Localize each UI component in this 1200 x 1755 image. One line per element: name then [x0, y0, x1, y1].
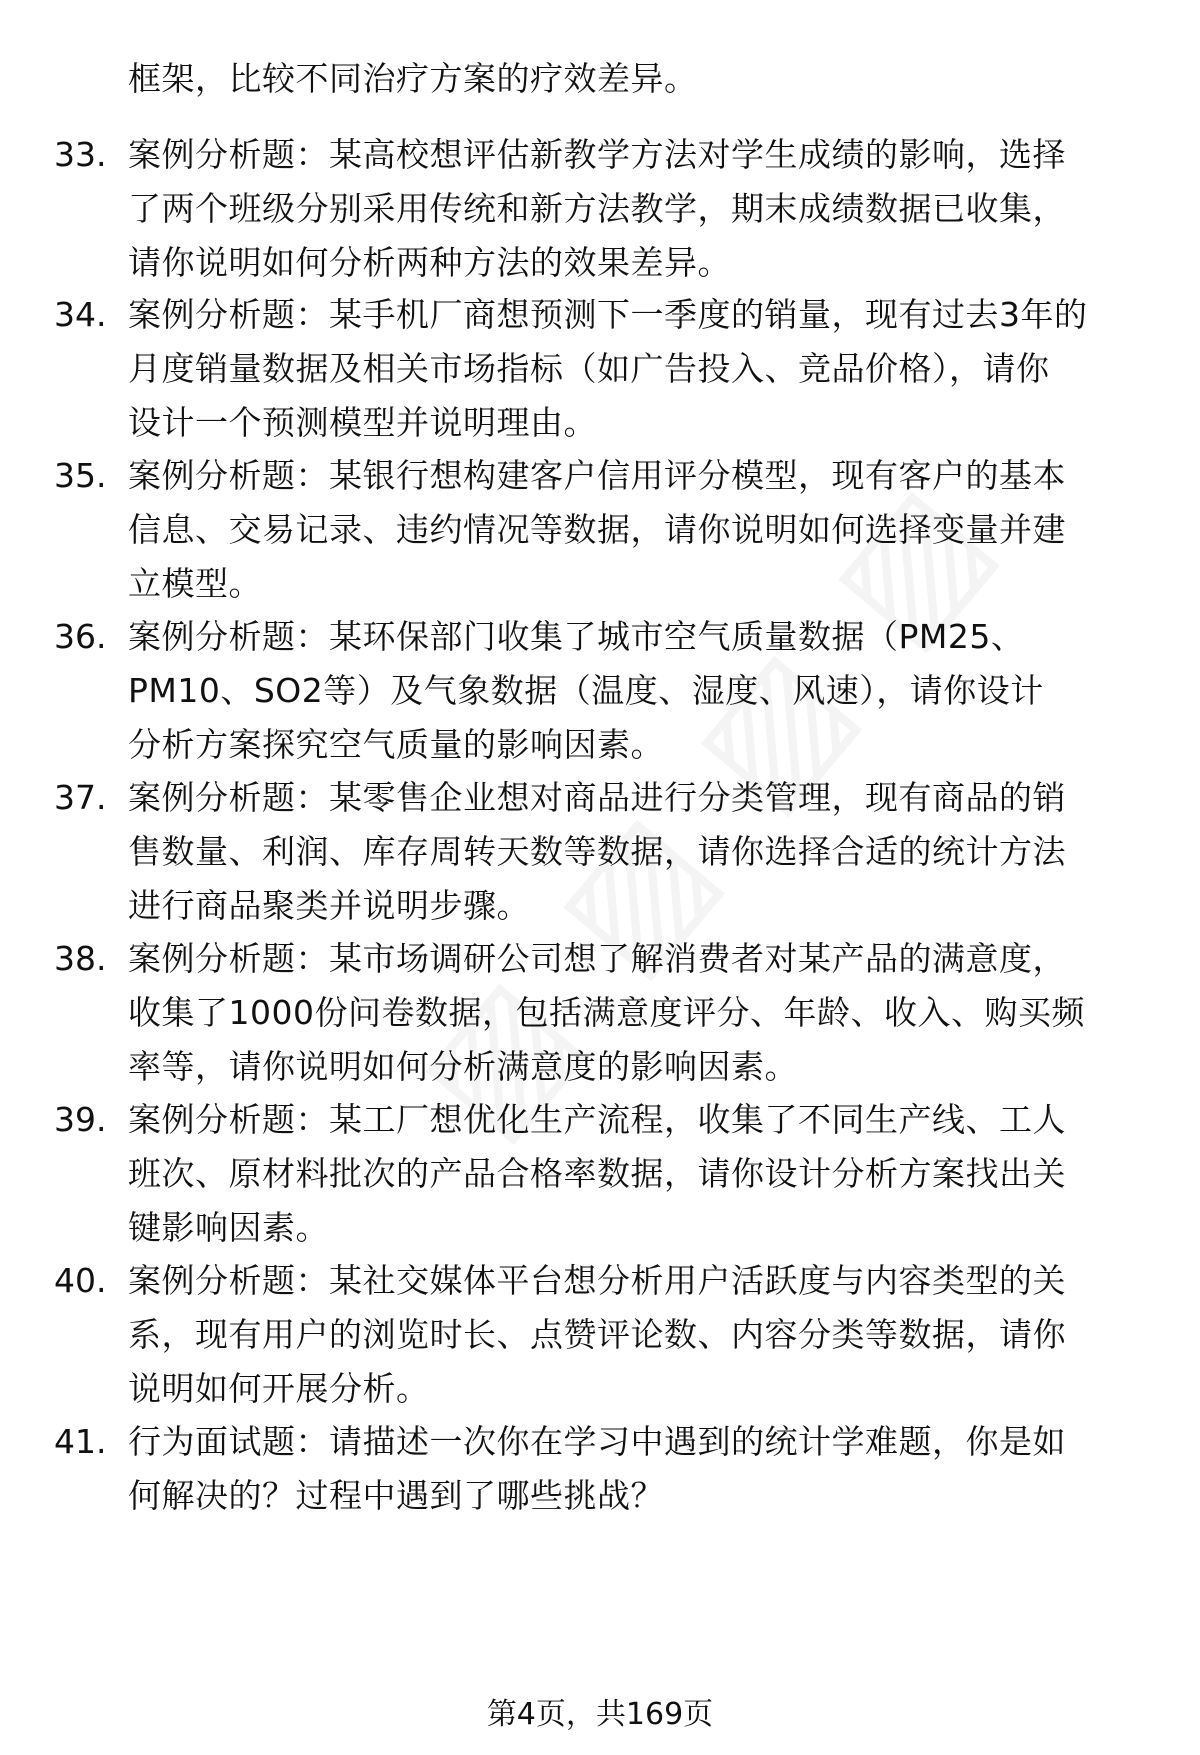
question-line: 行为面试题：请描述一次你在学习中遇到的统计学难题，你是如 — [128, 1422, 1066, 1461]
question-line: 案例分析题：某市场调研公司想了解消费者对某产品的满意度， — [128, 939, 1066, 978]
question-text — [128, 1093, 1066, 1255]
question-number: 41. — [54, 1422, 107, 1461]
question-text — [128, 932, 1085, 1094]
question-line: 案例分析题：某零售企业想对商品进行分类管理，现有商品的销 — [128, 778, 1066, 817]
question-line: 信息、交易记录、违约情况等数据，请你说明如何选择变量并建 — [128, 510, 1066, 549]
question-text — [128, 771, 1066, 933]
question-number: 39. — [54, 1100, 107, 1139]
question-number: 36. — [54, 617, 107, 656]
question-line: 收集了1000份问卷数据，包括满意度评分、年龄、收入、购买频 — [128, 993, 1085, 1032]
question-line: 分析方案探究空气质量的影响因素。 — [128, 725, 664, 764]
question-number: 33. — [54, 135, 107, 174]
question-line: 立模型。 — [128, 564, 262, 603]
question-line: 班次、原材料批次的产品合格率数据，请你设计分析方案找出关 — [128, 1154, 1066, 1193]
question-text — [128, 1415, 1066, 1523]
question-line: 请你说明如何分析两种方法的效果差异。 — [128, 243, 731, 282]
question-line: 案例分析题：某环保部门收集了城市空气质量数据（PM25、 — [128, 617, 1025, 656]
question-text — [128, 610, 1044, 772]
question-line: 月度销量数据及相关市场指标（如广告投入、竞品价格），请你 — [128, 349, 1050, 388]
question-number: 37. — [54, 778, 107, 817]
question-line: 案例分析题：某工厂想优化生产流程，收集了不同生产线、工人 — [128, 1100, 1066, 1139]
question-line: 售数量、利润、库存周转天数等数据，请你选择合适的统计方法 — [128, 832, 1066, 871]
question-number: 34. — [54, 295, 107, 334]
question-line: 设计一个预测模型并说明理由。 — [128, 403, 597, 442]
question-line: 说明如何开展分析。 — [128, 1369, 430, 1408]
question-line: 何解决的？过程中遇到了哪些挑战？ — [128, 1476, 664, 1515]
question-line: 案例分析题：某手机厂商想预测下一季度的销量，现有过去3年的 — [128, 295, 1088, 334]
page-footer: 第4页，共169页 — [486, 1697, 714, 1732]
question-line: 案例分析题：某社交媒体平台想分析用户活跃度与内容类型的关 — [128, 1261, 1066, 1300]
question-line: 案例分析题：某银行想构建客户信用评分模型，现有客户的基本 — [128, 456, 1066, 495]
question-line: 案例分析题：某高校想评估新教学方法对学生成绩的影响，选择 — [128, 135, 1066, 174]
question-number: 40. — [54, 1261, 107, 1300]
question-number: 38. — [54, 939, 107, 978]
continuation-line: 框架，比较不同治疗方案的疗效差异。 — [128, 59, 698, 98]
question-line: 进行商品聚类并说明步骤。 — [128, 886, 530, 925]
question-number: 35. — [54, 456, 107, 495]
question-line: 系，现有用户的浏览时长、点赞评论数、内容分类等数据，请你 — [128, 1315, 1066, 1354]
question-text — [128, 128, 1066, 290]
question-text — [128, 449, 1066, 611]
question-line: PM10、SO2等）及气象数据（温度、湿度、风速），请你设计 — [128, 671, 1044, 710]
question-text — [128, 288, 1088, 450]
question-line: 了两个班级分别采用传统和新方法教学，期末成绩数据已收集， — [128, 189, 1066, 228]
question-line: 键影响因素。 — [128, 1208, 329, 1247]
question-text — [128, 1254, 1066, 1416]
question-line: 率等，请你说明如何分析满意度的影响因素。 — [128, 1047, 798, 1086]
